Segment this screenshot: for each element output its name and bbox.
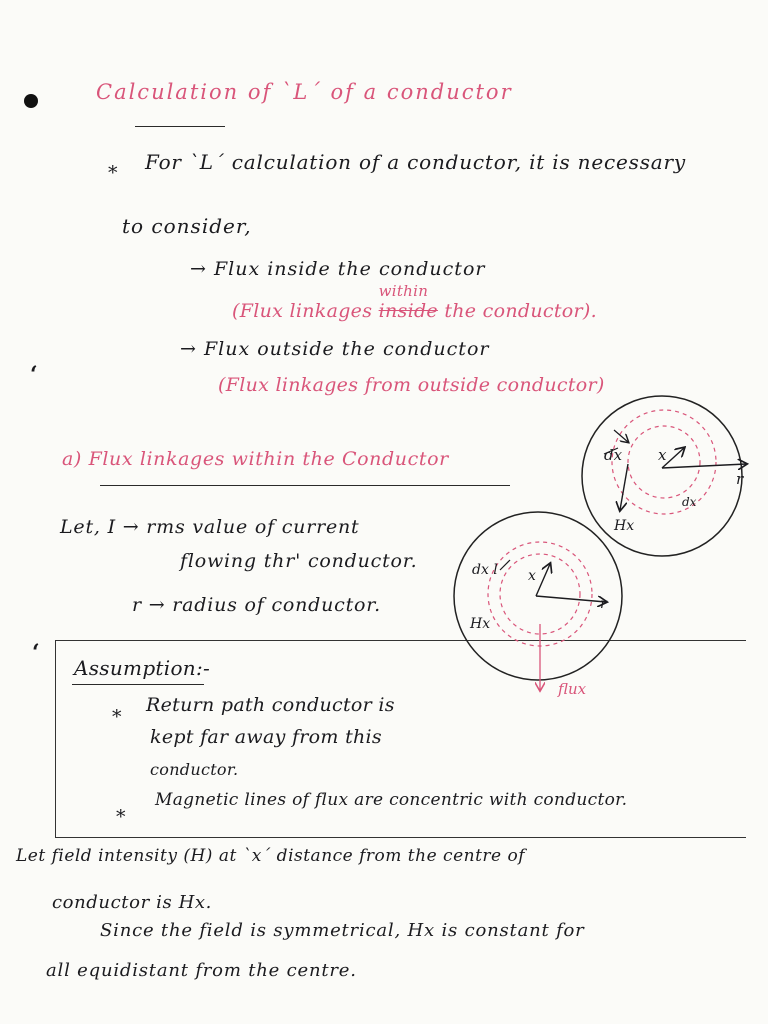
star-bullet: * bbox=[116, 806, 126, 828]
assumption-bullet-1-line-2: kept far away from this bbox=[150, 726, 382, 748]
diagram1-x-label: x bbox=[658, 446, 667, 464]
bottom-line-1: Let field intensity (H) at `x´ distance from the centre of bbox=[16, 846, 526, 866]
section-a-heading: a) Flux linkages within the Conductor bbox=[62, 448, 449, 470]
margin-hook-mark: ‘ bbox=[30, 362, 38, 388]
note-prefix: (Flux linkages bbox=[232, 300, 373, 322]
diagram2-flux-label: flux bbox=[558, 680, 587, 698]
note-suffix: the conductor). bbox=[444, 300, 597, 322]
note-strike: inside bbox=[378, 300, 438, 322]
item-flux-inside-note bbox=[232, 282, 597, 322]
conductor-diagram-2 bbox=[450, 530, 630, 700]
assumption-bullet-1-line-3: conductor. bbox=[150, 760, 239, 779]
margin-dot bbox=[24, 94, 38, 108]
bottom-line-2: conductor is Hx. bbox=[52, 892, 212, 913]
margin-hook-mark: ‘ bbox=[32, 640, 40, 666]
let-line-3: r → radius of conductor. bbox=[132, 594, 381, 616]
note-above: within bbox=[378, 282, 429, 300]
diagram2-x-label: x bbox=[528, 568, 536, 584]
assumption-underline bbox=[72, 684, 204, 685]
bottom-line-3: Since the field is symmetrical, Hx is constant for bbox=[100, 920, 585, 941]
diagram2-hx-label: Hx bbox=[470, 616, 491, 632]
star-bullet: * bbox=[112, 706, 122, 728]
diagram1-r-label: r bbox=[736, 470, 744, 488]
assumption-bullet-1-line-1: Return path conductor is bbox=[146, 694, 395, 716]
intro-line-1: For `L´ calculation of a conductor, it is necessary bbox=[145, 150, 686, 174]
section-a-underline bbox=[100, 485, 510, 486]
diagram2-dxl-label: dx l bbox=[472, 562, 498, 578]
star-bullet: * bbox=[108, 162, 118, 184]
item-flux-outside-note: (Flux linkages from outside conductor) bbox=[218, 374, 605, 396]
assumption-bullet-2: Magnetic lines of flux are concentric with conductor. bbox=[155, 790, 628, 810]
diagram1-dx-label: dx bbox=[604, 446, 623, 464]
bottom-line-4: all equidistant from the centre. bbox=[46, 960, 357, 981]
item-flux-inside: → Flux inside the conductor bbox=[190, 258, 486, 280]
let-line-2: flowing thr' conductor. bbox=[180, 550, 418, 572]
item-flux-outside: → Flux outside the conductor bbox=[180, 338, 490, 360]
diagram1-hx-label: Hx bbox=[614, 518, 635, 534]
let-line-1: Let, I → rms value of current bbox=[60, 516, 360, 538]
diagram2-r-label: r bbox=[600, 596, 607, 612]
diagram1-dxl-label: dx bbox=[682, 495, 697, 509]
title-underline bbox=[135, 126, 225, 127]
assumption-heading: Assumption:- bbox=[74, 656, 211, 680]
page-title: Calculation of `L´ of a conductor bbox=[96, 80, 513, 104]
intro-line-2: to consider, bbox=[122, 214, 252, 238]
